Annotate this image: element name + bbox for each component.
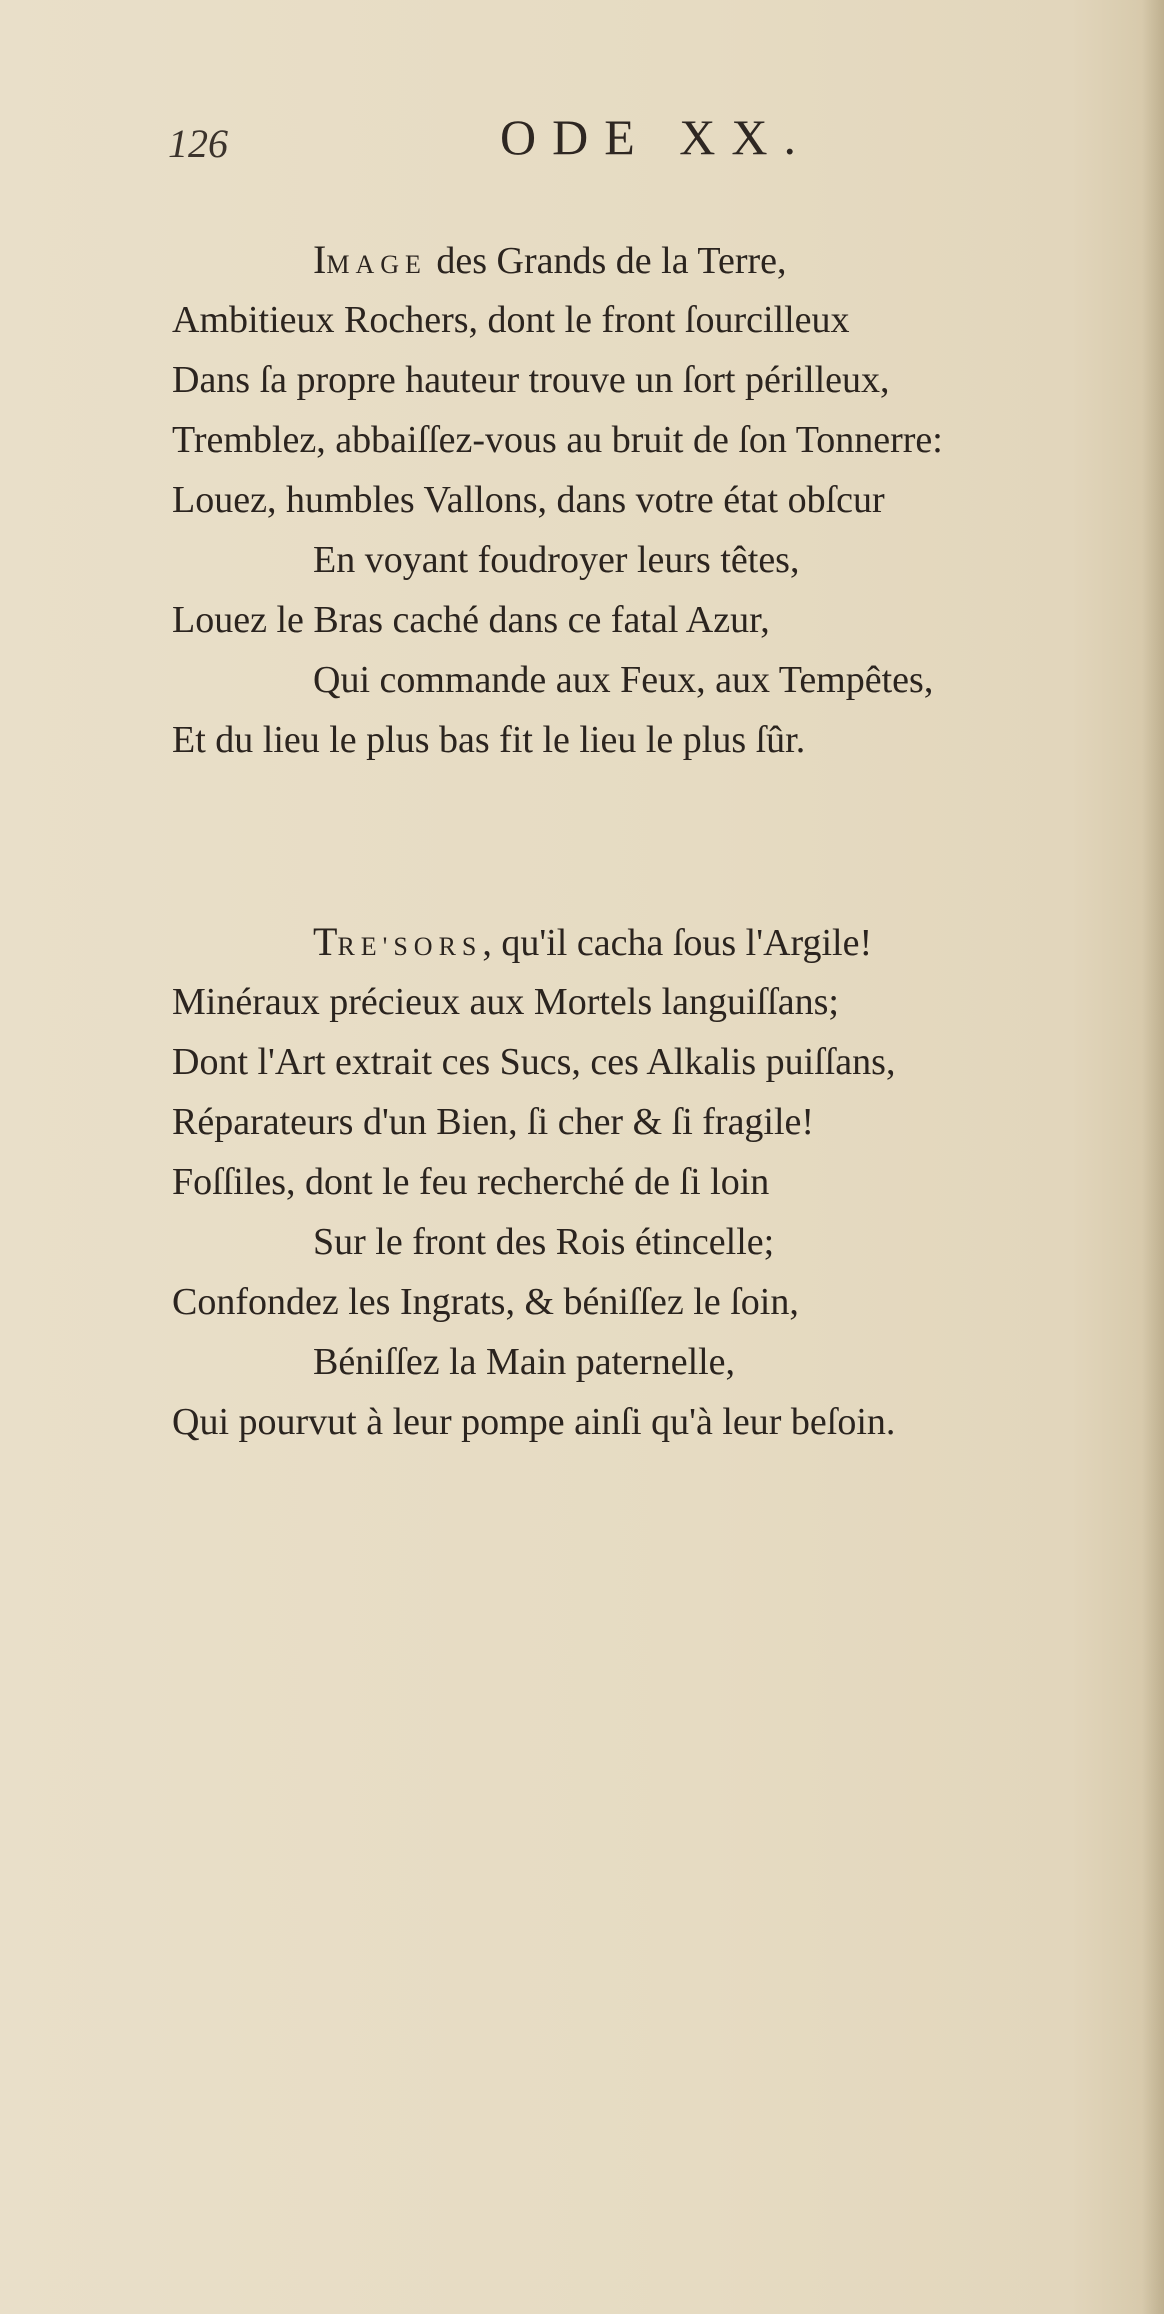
stanza-2-line-3: Dont l'Art extrait ces Sucs, ces Alkalis puiſſans,	[172, 1041, 896, 1083]
line-text: , qu'il cacha ſous l'Argile!	[482, 922, 873, 964]
stanza-2-line-9: Qui pourvut à leur pompe ainſi qu'à leur beſoin.	[172, 1401, 896, 1443]
stanza-2-line-8: Béniſſez la Main paternelle,	[313, 1341, 736, 1383]
stanza-1-line-3: Dans ſa propre hauteur trouve un ſort périlleux,	[172, 359, 890, 401]
stanza-2-line-1	[313, 912, 872, 972]
small-caps-word: RE'SORS	[337, 932, 483, 961]
small-caps-word: MAGE	[326, 250, 427, 279]
stanza-2-line-7: Confondez les Ingrats, & béniſſez le ſoin,	[172, 1281, 799, 1323]
page-number: 126	[168, 121, 228, 166]
running-head	[0, 108, 1164, 168]
stanza-1-line-5: Louez, humbles Vallons, dans votre état obſcur	[172, 479, 885, 521]
stanza-1-line-2: Ambitieux Rochers, dont le front ſourcilleux	[172, 299, 850, 341]
stanza-1-line-9: Et du lieu le plus bas fit le lieu le plus ſûr.	[172, 719, 806, 761]
stanza-2-line-2: Minéraux précieux aux Mortels languiſſans;	[172, 981, 839, 1023]
stanza-1-line-8: Qui commande aux Feux, aux Tempêtes,	[313, 659, 934, 701]
stanza-1-line-4: Tremblez, abbaiſſez-vous au bruit de ſon Tonnerre:	[172, 419, 943, 461]
page-edge-shadow	[1142, 0, 1164, 2314]
initial-letter: T	[313, 919, 338, 964]
initial-letter: I	[313, 237, 327, 282]
stanza-1-line-1	[313, 230, 787, 290]
stanza-1-line-6: En voyant foudroyer leurs têtes,	[313, 539, 800, 581]
stanza-1-line-7: Louez le Bras caché dans ce fatal Azur,	[172, 599, 770, 641]
ode-title: ODE XX.	[500, 109, 812, 165]
stanza-2-line-5: Foſſiles, dont le feu recherché de ſi loin	[172, 1161, 770, 1203]
stanza-2-line-4: Réparateurs d'un Bien, ſi cher & ſi fragile!	[172, 1101, 815, 1143]
stanza-2-line-6: Sur le front des Rois étincelle;	[313, 1221, 775, 1263]
line-text: des Grands de la Terre,	[426, 240, 787, 282]
